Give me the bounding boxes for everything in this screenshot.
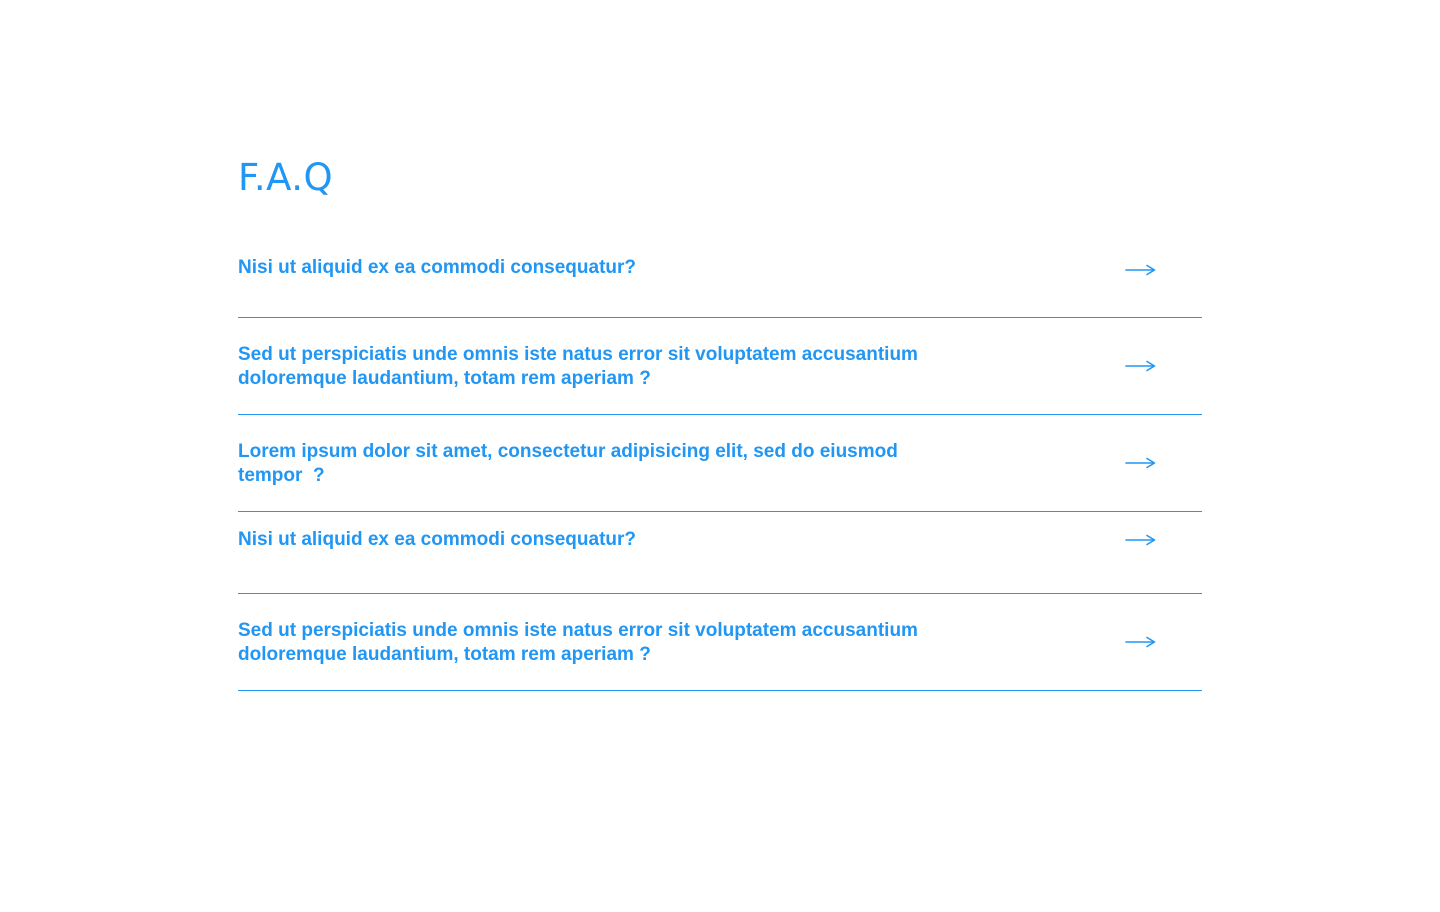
faq-item[interactable] [238, 318, 1202, 415]
faq-question-line: Nisi ut aliquid ex ea commodi consequatur? [238, 257, 637, 278]
page-title: F.A.Q [238, 156, 334, 199]
faq-question-line: Sed ut perspiciatis unde omnis iste natus error sit voluptatem accusantium [238, 344, 918, 365]
faq-item[interactable] [238, 512, 1202, 594]
arrow-right-icon[interactable] [1125, 457, 1156, 469]
faq-question[interactable] [238, 256, 998, 280]
faq-question-line: doloremque laudantium, totam rem aperiam ? [238, 644, 651, 665]
faq-section [238, 150, 1202, 691]
arrow-right-icon[interactable] [1125, 264, 1156, 276]
faq-question-line: tempor ? [238, 465, 325, 486]
faq-question-line: doloremque laudantium, totam rem aperiam ? [238, 368, 651, 389]
faq-list [238, 239, 1202, 691]
faq-question-line: Lorem ipsum dolor sit amet, consectetur adipisicing elit, sed do eiusmod [238, 441, 898, 462]
faq-item[interactable] [238, 594, 1202, 691]
arrow-right-icon[interactable] [1125, 360, 1156, 372]
faq-question-line: Nisi ut aliquid ex ea commodi consequatur? [238, 529, 637, 550]
faq-question[interactable] [238, 619, 998, 667]
faq-item[interactable] [238, 239, 1202, 318]
arrow-right-icon[interactable] [1125, 636, 1156, 648]
faq-question[interactable] [238, 528, 998, 552]
faq-question[interactable] [238, 343, 998, 391]
faq-question-line: Sed ut perspiciatis unde omnis iste natus error sit voluptatem accusantium [238, 620, 918, 641]
faq-question[interactable] [238, 440, 998, 488]
arrow-right-icon[interactable] [1125, 534, 1156, 546]
faq-item[interactable] [238, 415, 1202, 512]
